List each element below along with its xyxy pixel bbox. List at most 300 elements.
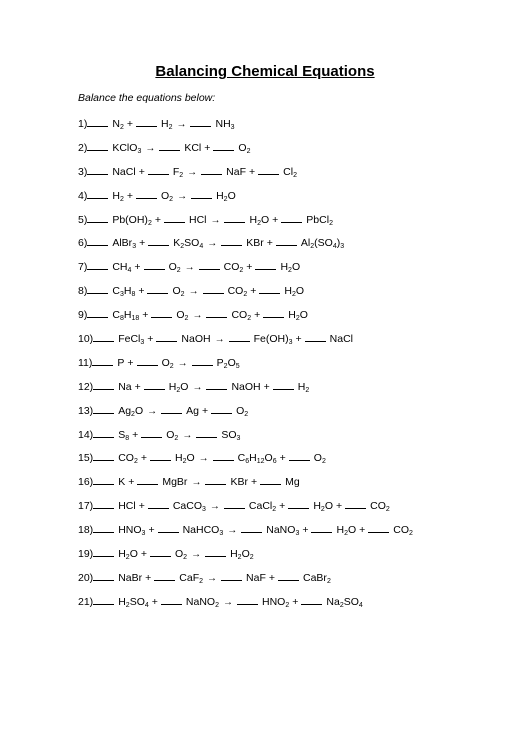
coefficient-blank xyxy=(345,498,366,509)
product-species xyxy=(254,333,293,345)
coefficient-blank xyxy=(278,570,299,581)
plus-sign: + xyxy=(138,500,145,513)
formula-text: O xyxy=(161,356,170,369)
reactant-species xyxy=(118,452,138,464)
equation-number: 19) xyxy=(78,548,94,561)
formula-text: O xyxy=(260,213,270,226)
arrow-icon: → xyxy=(214,334,225,346)
coefficient-blank xyxy=(211,403,232,414)
coefficient-blank xyxy=(136,188,157,199)
subscript: 8 xyxy=(131,291,136,299)
coefficient-blank xyxy=(148,164,169,175)
reactant-species xyxy=(118,524,145,536)
plus-sign: + xyxy=(140,452,147,465)
coefficient-blank xyxy=(199,259,220,270)
subscript: 12 xyxy=(256,458,265,466)
product-species xyxy=(288,309,308,321)
equation-row xyxy=(78,307,518,331)
product-species xyxy=(313,500,333,512)
product-species xyxy=(186,405,199,417)
coefficient-blank xyxy=(154,570,175,581)
coefficient-blank xyxy=(147,283,168,294)
equation-number: 6) xyxy=(78,237,88,250)
plus-sign: + xyxy=(204,141,211,154)
formula-text: (SO xyxy=(314,237,333,250)
equation-row xyxy=(78,283,518,307)
coefficient-blank xyxy=(191,188,212,199)
formula-text: MgBr xyxy=(162,476,188,489)
coefficient-blank xyxy=(87,307,108,318)
reactant-species xyxy=(112,261,131,273)
subscript: 2 xyxy=(215,601,219,609)
arrow-icon: → xyxy=(192,381,203,393)
formula-text: H xyxy=(280,261,289,274)
reactant-species xyxy=(117,357,124,369)
subscript: 3 xyxy=(230,124,235,131)
formula-text: O xyxy=(238,141,247,154)
coefficient-blank xyxy=(93,427,114,438)
equation-row xyxy=(78,403,518,427)
plus-sign: + xyxy=(128,476,135,489)
reactant-species xyxy=(179,572,203,584)
subscript: 3 xyxy=(236,434,241,442)
formula-text: CaBr xyxy=(303,571,327,584)
subscript: 2 xyxy=(288,267,292,275)
formula-text: O xyxy=(227,189,236,202)
formula-text: H xyxy=(336,524,345,537)
equation-number: 11) xyxy=(78,356,93,369)
reactant-species xyxy=(176,309,188,321)
subscript: 2 xyxy=(182,458,187,466)
product-species xyxy=(393,524,413,536)
coefficient-blank xyxy=(87,283,108,294)
arrow-icon: → xyxy=(192,310,203,322)
formula-text: O xyxy=(186,452,195,465)
subscript: 2 xyxy=(293,171,297,179)
formula-text: NaNO xyxy=(185,595,216,608)
subscript: 2 xyxy=(320,506,325,514)
formula-text: K xyxy=(118,476,126,489)
coefficient-blank xyxy=(260,474,281,485)
formula-text: O xyxy=(168,261,177,274)
formula-text: CO xyxy=(231,309,248,322)
reactant-species xyxy=(183,524,224,536)
plus-sign: + xyxy=(302,524,309,537)
formula-text: NaOH xyxy=(231,380,261,393)
coefficient-blank xyxy=(221,235,242,246)
subscript: 2 xyxy=(246,147,251,155)
subscript: 2 xyxy=(329,219,333,227)
formula-text: P xyxy=(216,356,224,369)
formula-text: O xyxy=(299,309,308,322)
equation-number: 2) xyxy=(78,141,88,154)
subscript: 2 xyxy=(174,434,179,442)
reactant-species xyxy=(112,190,124,202)
reactant-species xyxy=(118,548,138,560)
equation-row xyxy=(78,474,518,498)
subscript: 2 xyxy=(133,458,138,466)
coefficient-blank xyxy=(201,164,222,175)
formula-text: H xyxy=(249,213,258,226)
product-species xyxy=(221,429,240,441)
subscript: 2 xyxy=(199,577,204,585)
plus-sign: + xyxy=(249,165,256,178)
coefficient-blank xyxy=(259,283,280,294)
subscript: 2 xyxy=(239,267,244,275)
formula-text: ) xyxy=(336,237,341,250)
formula-text: Ag xyxy=(118,404,132,417)
subscript: 2 xyxy=(305,386,310,394)
reactant-species xyxy=(112,166,135,178)
subscript: 6 xyxy=(245,458,250,466)
coefficient-blank xyxy=(281,212,302,223)
formula-text: O xyxy=(324,500,333,513)
coefficient-blank xyxy=(273,379,294,390)
reactant-species xyxy=(181,333,210,345)
coefficient-blank xyxy=(203,283,224,294)
subscript: 2 xyxy=(249,554,254,562)
product-species xyxy=(314,452,326,464)
subscript: 2 xyxy=(125,554,130,562)
plus-sign: + xyxy=(272,213,279,226)
plus-sign: + xyxy=(126,189,133,202)
formula-text: SO xyxy=(343,595,359,608)
reactant-species xyxy=(169,261,181,273)
formula-text: O xyxy=(291,261,301,274)
formula-text: H xyxy=(249,452,257,465)
equation-row xyxy=(78,212,518,236)
formula-text: CaCO xyxy=(172,500,203,513)
plus-sign: + xyxy=(138,285,145,298)
formula-text: C xyxy=(112,285,120,298)
reactant-species xyxy=(118,596,149,608)
product-species xyxy=(217,357,240,369)
coefficient-blank xyxy=(150,450,171,461)
arrow-icon: → xyxy=(207,238,218,250)
equation-number: 5) xyxy=(78,213,88,226)
reactant-species xyxy=(118,572,142,584)
coefficient-blank xyxy=(206,379,227,390)
formula-text: H xyxy=(174,452,183,465)
coefficient-blank xyxy=(93,522,114,533)
subscript: 2 xyxy=(339,601,344,609)
plus-sign: + xyxy=(335,500,343,513)
subscript: 4 xyxy=(199,243,204,251)
coefficient-blank xyxy=(263,307,284,318)
formula-text: H xyxy=(288,309,296,322)
subscript: 4 xyxy=(358,601,363,609)
arrow-icon: → xyxy=(176,119,187,130)
plus-sign: + xyxy=(134,261,141,274)
arrow-icon: → xyxy=(191,549,202,561)
equation-number: 17) xyxy=(78,500,94,513)
formula-text: H xyxy=(123,309,132,322)
subscript: 2 xyxy=(169,362,174,370)
arrow-icon: → xyxy=(207,572,218,584)
reactant-species xyxy=(118,333,144,345)
coefficient-blank xyxy=(87,235,108,246)
equation-row xyxy=(78,570,518,594)
formula-text: KClO xyxy=(112,141,138,154)
formula-text: Mg xyxy=(285,476,300,489)
subscript: 2 xyxy=(223,195,228,203)
equation-number: 4) xyxy=(78,189,88,202)
formula-text: H xyxy=(297,380,306,393)
coefficient-blank xyxy=(92,355,113,366)
subscript: 3 xyxy=(137,147,142,155)
coefficient-blank xyxy=(213,140,234,151)
equation-row xyxy=(78,164,518,188)
subscript: 2 xyxy=(326,577,331,585)
coefficient-blank xyxy=(87,188,108,199)
arrow-icon: → xyxy=(227,525,238,537)
product-species xyxy=(238,142,250,154)
coefficient-blank xyxy=(158,522,179,533)
product-species xyxy=(262,596,289,608)
subscript: 4 xyxy=(332,243,337,251)
equation-row xyxy=(78,116,518,140)
subscript: 2 xyxy=(176,267,181,275)
coefficient-blank xyxy=(137,474,158,485)
equation-number: 12) xyxy=(78,380,94,393)
equation-row xyxy=(78,379,518,403)
coefficient-blank xyxy=(137,355,158,366)
plus-sign: + xyxy=(142,309,149,322)
subscript: 3 xyxy=(140,339,145,347)
coefficient-blank xyxy=(192,355,213,366)
formula-text: CaF xyxy=(179,571,200,584)
product-species xyxy=(336,524,356,536)
coefficient-blank xyxy=(164,212,185,223)
reactant-species xyxy=(161,190,173,202)
arrow-icon: → xyxy=(223,596,233,608)
plus-sign: + xyxy=(132,428,139,441)
subscript: 4 xyxy=(144,601,149,609)
plus-sign: + xyxy=(250,476,258,489)
plus-sign: + xyxy=(148,524,155,537)
product-species xyxy=(298,381,310,393)
formula-text: O xyxy=(172,285,181,298)
arrow-icon: → xyxy=(209,501,220,513)
formula-text: Cl xyxy=(283,165,294,178)
subscript: 2 xyxy=(125,601,130,609)
coefficient-blank xyxy=(161,594,182,605)
product-species xyxy=(238,452,277,464)
plus-sign: + xyxy=(201,404,209,417)
plus-sign: + xyxy=(127,356,134,369)
coefficient-blank xyxy=(93,379,114,390)
formula-text: NH xyxy=(215,118,231,130)
plus-sign: + xyxy=(279,452,286,465)
formula-text: F xyxy=(172,165,180,178)
coefficient-blank xyxy=(151,307,172,318)
formula-text: CO xyxy=(227,285,244,298)
product-species xyxy=(301,237,344,249)
plus-sign: + xyxy=(154,213,161,226)
coefficient-blank xyxy=(144,379,165,390)
arrow-icon: → xyxy=(147,405,158,417)
subscript: 3 xyxy=(132,243,137,251)
reactant-species xyxy=(166,429,178,441)
formula-text: KBr xyxy=(246,237,264,250)
plus-sign: + xyxy=(140,548,147,561)
page-title: Balancing Chemical Equations xyxy=(155,63,375,80)
formula-text: H xyxy=(123,285,132,298)
formula-text: O xyxy=(160,189,170,202)
coefficient-blank xyxy=(93,474,114,485)
product-species xyxy=(215,118,234,130)
product-species xyxy=(249,500,276,512)
equation-number: 16) xyxy=(78,476,94,489)
coefficient-blank xyxy=(136,116,157,127)
equation-row xyxy=(78,188,518,212)
reactant-species xyxy=(162,357,174,369)
equation-number: 10) xyxy=(78,333,94,346)
reactant-species xyxy=(161,118,173,130)
subscript: 2 xyxy=(272,506,277,514)
formula-text: PbCl xyxy=(306,213,330,226)
formula-text: O xyxy=(180,380,189,393)
formula-text: S xyxy=(118,428,126,441)
plus-sign: + xyxy=(145,571,152,584)
plus-sign: + xyxy=(266,237,273,250)
product-species xyxy=(284,285,304,297)
reactant-species xyxy=(189,214,207,226)
arrow-icon: → xyxy=(182,429,193,441)
formula-text: O xyxy=(264,452,273,465)
formula-text: O xyxy=(175,548,184,561)
product-species xyxy=(226,166,246,178)
coefficient-blank xyxy=(161,403,182,414)
coefficient-blank xyxy=(205,474,226,485)
plus-sign: + xyxy=(263,380,270,393)
subscript: 2 xyxy=(169,195,174,203)
coefficient-blank xyxy=(368,522,389,533)
reactant-species xyxy=(175,548,187,560)
coefficient-blank xyxy=(221,570,242,581)
coefficient-blank xyxy=(93,570,114,581)
formula-text: H xyxy=(160,118,169,130)
reactant-species xyxy=(186,596,219,608)
coefficient-blank xyxy=(144,259,165,270)
formula-text: O xyxy=(129,548,138,561)
formula-text: SO xyxy=(184,237,200,250)
formula-text: NaOH xyxy=(181,333,211,346)
formula-text: CO xyxy=(223,261,240,274)
reactant-species xyxy=(118,381,131,393)
coefficient-blank xyxy=(87,140,108,151)
reactant-species xyxy=(162,476,187,488)
formula-text: Pb(OH) xyxy=(112,213,148,226)
formula-text: HCl xyxy=(118,500,136,513)
arrow-icon: → xyxy=(177,357,188,369)
plus-sign: + xyxy=(279,500,286,513)
formula-text: HNO xyxy=(118,524,142,537)
subscript: 2 xyxy=(131,410,135,418)
coefficient-blank xyxy=(156,331,177,342)
formula-text: N xyxy=(112,118,120,130)
coefficient-blank xyxy=(150,546,171,557)
formula-text: O xyxy=(313,452,322,465)
subscript: 8 xyxy=(119,315,124,323)
coefficient-blank xyxy=(87,212,108,223)
subscript: 2 xyxy=(409,530,413,538)
product-species xyxy=(228,285,248,297)
coefficient-blank xyxy=(196,427,217,438)
formula-text: Fe(OH) xyxy=(253,333,289,346)
arrow-icon: → xyxy=(184,262,195,274)
product-species xyxy=(236,405,248,417)
subscript: 2 xyxy=(184,315,189,323)
subscript: 3 xyxy=(219,530,224,538)
formula-text: O xyxy=(166,428,175,441)
arrow-icon: → xyxy=(187,166,198,178)
product-species xyxy=(283,166,297,178)
subscript: 2 xyxy=(180,243,185,251)
coefficient-blank xyxy=(288,498,309,509)
equation-list xyxy=(78,116,518,618)
subscript: 2 xyxy=(257,219,261,227)
formula-text: H xyxy=(168,380,177,393)
coefficient-blank xyxy=(289,450,310,461)
coefficient-blank xyxy=(255,259,276,270)
subscript: 2 xyxy=(176,386,181,394)
product-species xyxy=(230,548,254,560)
equation-number: 8) xyxy=(78,285,88,298)
product-species xyxy=(246,237,264,249)
equation-number: 13) xyxy=(78,404,94,417)
product-species xyxy=(370,500,390,512)
equation-number: 14) xyxy=(78,428,94,441)
arrow-icon: → xyxy=(188,286,199,298)
coefficient-blank xyxy=(206,307,227,318)
equation-row xyxy=(78,259,518,283)
plus-sign: + xyxy=(126,118,133,130)
coefficient-blank xyxy=(213,450,234,461)
product-species xyxy=(280,261,300,273)
subscript: 2 xyxy=(385,506,390,514)
arrow-icon: → xyxy=(177,190,188,202)
product-species xyxy=(224,261,244,273)
coefficient-blank xyxy=(141,427,162,438)
reactant-species xyxy=(118,405,143,417)
formula-text: P xyxy=(117,356,125,369)
reactant-species xyxy=(112,285,135,297)
coefficient-blank xyxy=(241,522,262,533)
product-species xyxy=(303,572,331,584)
formula-text: O xyxy=(295,285,305,298)
subscript: 3 xyxy=(202,506,206,514)
coefficient-blank xyxy=(190,116,211,127)
subscript: 3 xyxy=(340,243,345,251)
reactant-species xyxy=(112,237,136,249)
subscript: 4 xyxy=(127,267,132,275)
formula-text: CO xyxy=(118,452,134,465)
reactant-species xyxy=(172,285,184,297)
reactant-species xyxy=(118,429,129,441)
equation-row xyxy=(78,427,518,451)
arrow-icon: → xyxy=(210,214,221,226)
formula-text: C xyxy=(112,309,120,322)
arrow-icon: → xyxy=(198,453,209,465)
subscript: 18 xyxy=(131,315,140,323)
reactant-species xyxy=(173,500,206,512)
formula-text: HNO xyxy=(262,595,286,608)
formula-text: CO xyxy=(370,500,386,513)
subscript: 2 xyxy=(310,243,315,251)
coefficient-blank xyxy=(276,235,297,246)
product-species xyxy=(231,381,260,393)
